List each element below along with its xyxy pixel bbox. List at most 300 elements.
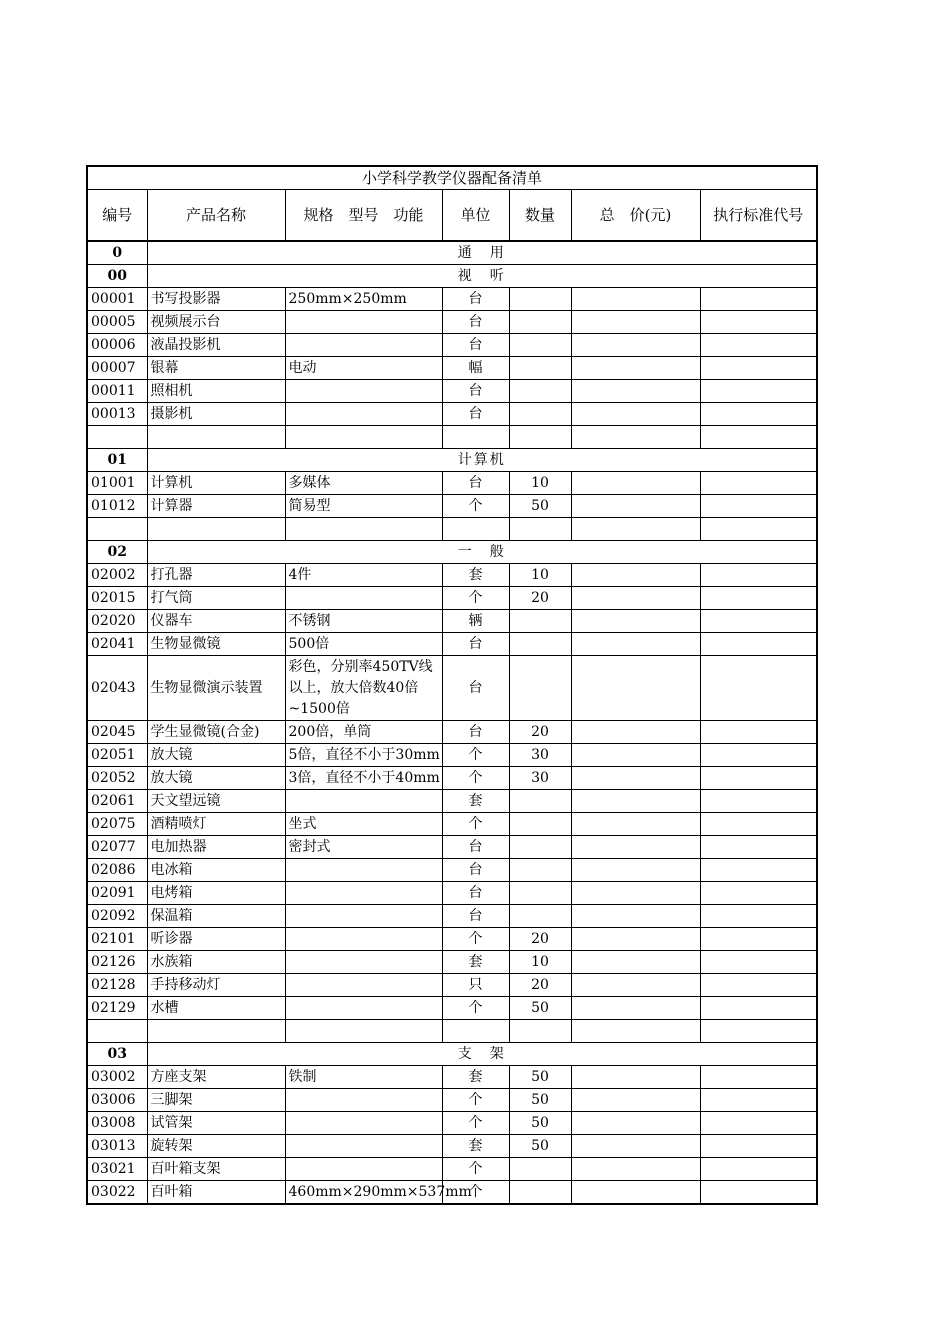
item-standard (700, 951, 817, 974)
item-code: 01012 (87, 495, 147, 518)
item-code: 00011 (87, 380, 147, 403)
section-name: 一 般 (147, 541, 817, 564)
item-price (571, 905, 700, 928)
item-spec: 密封式 (285, 836, 442, 859)
item-qty: 50 (509, 1089, 571, 1112)
item-standard (700, 905, 817, 928)
table-row (87, 633, 817, 656)
item-price (571, 610, 700, 633)
item-unit: 个 (442, 1112, 509, 1135)
item-standard (700, 1181, 817, 1205)
section-row (87, 241, 817, 265)
item-qty (509, 1158, 571, 1181)
header-name: 产品名称 (147, 190, 285, 242)
blank-row (87, 518, 817, 541)
item-code: 02092 (87, 905, 147, 928)
item-spec: 彩色，分别率450TV线以上，放大倍数40倍~1500倍 (285, 656, 442, 721)
item-qty (509, 633, 571, 656)
item-unit: 套 (442, 951, 509, 974)
item-unit: 台 (442, 882, 509, 905)
item-unit: 个 (442, 1158, 509, 1181)
section-row (87, 541, 817, 564)
item-standard (700, 928, 817, 951)
item-qty: 50 (509, 1135, 571, 1158)
table-row (87, 311, 817, 334)
item-spec: 460mm×290mm×537mm (285, 1181, 442, 1205)
item-qty: 10 (509, 951, 571, 974)
item-unit: 个 (442, 744, 509, 767)
table-row (87, 790, 817, 813)
item-qty (509, 790, 571, 813)
item-qty: 30 (509, 767, 571, 790)
item-unit: 台 (442, 633, 509, 656)
item-code: 02128 (87, 974, 147, 997)
item-standard (700, 813, 817, 836)
item-spec: 简易型 (285, 495, 442, 518)
item-standard (700, 1158, 817, 1181)
item-standard (700, 587, 817, 610)
item-qty: 10 (509, 564, 571, 587)
item-unit: 台 (442, 656, 509, 721)
item-unit: 台 (442, 403, 509, 426)
item-code: 02091 (87, 882, 147, 905)
item-price (571, 1135, 700, 1158)
item-qty (509, 836, 571, 859)
item-qty: 50 (509, 1066, 571, 1089)
item-spec: 电动 (285, 357, 442, 380)
blank-cell (147, 1020, 285, 1043)
table-row (87, 1181, 817, 1205)
section-name: 视 听 (147, 265, 817, 288)
item-standard (700, 997, 817, 1020)
item-qty (509, 380, 571, 403)
table-row (87, 334, 817, 357)
item-code: 03006 (87, 1089, 147, 1112)
item-name: 方座支架 (147, 1066, 285, 1089)
item-standard (700, 1135, 817, 1158)
item-spec: 3倍，直径不小于40mm (285, 767, 442, 790)
item-price (571, 564, 700, 587)
item-name: 生物显微镜 (147, 633, 285, 656)
item-qty (509, 334, 571, 357)
item-price (571, 1112, 700, 1135)
blank-cell (285, 1020, 442, 1043)
table-row (87, 836, 817, 859)
sheet-title: 小学科学教学仪器配备清单 (87, 166, 817, 190)
blank-cell (87, 518, 147, 541)
item-name: 电烤箱 (147, 882, 285, 905)
item-qty (509, 610, 571, 633)
table-row (87, 357, 817, 380)
table-row (87, 495, 817, 518)
blank-cell (571, 1020, 700, 1043)
item-qty (509, 311, 571, 334)
table-row (87, 882, 817, 905)
section-row (87, 1043, 817, 1066)
item-spec (285, 997, 442, 1020)
item-standard (700, 1112, 817, 1135)
item-unit: 个 (442, 587, 509, 610)
item-price (571, 790, 700, 813)
item-price (571, 403, 700, 426)
item-code: 03013 (87, 1135, 147, 1158)
section-name: 通 用 (147, 241, 817, 265)
item-spec (285, 905, 442, 928)
item-standard (700, 790, 817, 813)
item-standard (700, 311, 817, 334)
item-spec (285, 1158, 442, 1181)
item-price (571, 721, 700, 744)
item-name: 计算机 (147, 472, 285, 495)
item-unit: 台 (442, 721, 509, 744)
item-qty (509, 813, 571, 836)
blank-cell (571, 518, 700, 541)
item-standard (700, 403, 817, 426)
item-price (571, 311, 700, 334)
item-price (571, 357, 700, 380)
item-spec: 500倍 (285, 633, 442, 656)
item-spec (285, 1112, 442, 1135)
item-spec (285, 859, 442, 882)
item-code: 02077 (87, 836, 147, 859)
item-qty (509, 859, 571, 882)
table-row (87, 1066, 817, 1089)
item-price (571, 882, 700, 905)
item-code: 03002 (87, 1066, 147, 1089)
item-price (571, 656, 700, 721)
item-code: 03021 (87, 1158, 147, 1181)
blank-cell (571, 426, 700, 449)
item-code: 03008 (87, 1112, 147, 1135)
item-code: 02020 (87, 610, 147, 633)
item-standard (700, 380, 817, 403)
item-spec (285, 882, 442, 905)
item-unit: 台 (442, 472, 509, 495)
item-spec (285, 587, 442, 610)
section-code: 00 (87, 265, 147, 288)
item-standard (700, 1089, 817, 1112)
item-spec: 4件 (285, 564, 442, 587)
item-spec: 250mm×250mm (285, 288, 442, 311)
table-row (87, 472, 817, 495)
item-spec (285, 311, 442, 334)
item-price (571, 859, 700, 882)
table-row (87, 403, 817, 426)
item-name: 电冰箱 (147, 859, 285, 882)
section-name: 计算机 (147, 449, 817, 472)
item-unit: 台 (442, 334, 509, 357)
item-spec (285, 380, 442, 403)
item-code: 02126 (87, 951, 147, 974)
table-body (87, 241, 817, 1204)
blank-cell (700, 426, 817, 449)
section-code: 02 (87, 541, 147, 564)
item-name: 水族箱 (147, 951, 285, 974)
blank-cell (147, 426, 285, 449)
item-unit: 个 (442, 813, 509, 836)
header-price: 总 价(元) (571, 190, 700, 242)
table-row (87, 1112, 817, 1135)
item-qty (509, 288, 571, 311)
item-qty: 10 (509, 472, 571, 495)
item-price (571, 1181, 700, 1205)
item-code: 00013 (87, 403, 147, 426)
item-name: 放大镜 (147, 744, 285, 767)
item-spec: 不锈钢 (285, 610, 442, 633)
item-code: 02041 (87, 633, 147, 656)
item-spec (285, 334, 442, 357)
item-qty: 30 (509, 744, 571, 767)
table-row (87, 767, 817, 790)
item-unit: 只 (442, 974, 509, 997)
item-unit: 台 (442, 905, 509, 928)
item-code: 02051 (87, 744, 147, 767)
item-qty: 20 (509, 587, 571, 610)
item-code: 02061 (87, 790, 147, 813)
table-row (87, 1158, 817, 1181)
item-name: 百叶箱 (147, 1181, 285, 1205)
item-spec (285, 1135, 442, 1158)
item-price (571, 1066, 700, 1089)
equipment-list-table (86, 165, 818, 1205)
item-qty: 20 (509, 721, 571, 744)
item-unit: 台 (442, 311, 509, 334)
item-code: 02129 (87, 997, 147, 1020)
blank-cell (700, 518, 817, 541)
table-row (87, 610, 817, 633)
blank-cell (700, 1020, 817, 1043)
section-name: 支 架 (147, 1043, 817, 1066)
item-unit: 个 (442, 1089, 509, 1112)
item-price (571, 587, 700, 610)
item-price (571, 1089, 700, 1112)
item-unit: 台 (442, 859, 509, 882)
item-name: 液晶投影机 (147, 334, 285, 357)
item-unit: 台 (442, 380, 509, 403)
item-price (571, 472, 700, 495)
item-spec: 坐式 (285, 813, 442, 836)
blank-cell (509, 426, 571, 449)
section-code: 01 (87, 449, 147, 472)
section-code: 03 (87, 1043, 147, 1066)
header-qty: 数量 (509, 190, 571, 242)
item-name: 打孔器 (147, 564, 285, 587)
item-unit: 套 (442, 790, 509, 813)
item-price (571, 928, 700, 951)
blank-cell (509, 1020, 571, 1043)
item-code: 00006 (87, 334, 147, 357)
item-name: 旋转架 (147, 1135, 285, 1158)
item-price (571, 380, 700, 403)
table-row (87, 288, 817, 311)
item-unit: 个 (442, 495, 509, 518)
item-price (571, 633, 700, 656)
blank-cell (442, 426, 509, 449)
item-name: 仪器车 (147, 610, 285, 633)
item-name: 听诊器 (147, 928, 285, 951)
item-unit: 个 (442, 928, 509, 951)
item-standard (700, 974, 817, 997)
item-unit: 套 (442, 564, 509, 587)
item-name: 水槽 (147, 997, 285, 1020)
item-price (571, 767, 700, 790)
item-unit: 个 (442, 1181, 509, 1205)
item-name: 保温箱 (147, 905, 285, 928)
item-standard (700, 610, 817, 633)
item-standard (700, 744, 817, 767)
item-standard (700, 472, 817, 495)
item-qty (509, 656, 571, 721)
item-standard (700, 882, 817, 905)
item-unit: 辆 (442, 610, 509, 633)
item-name: 打气筒 (147, 587, 285, 610)
item-price (571, 1158, 700, 1181)
item-name: 照相机 (147, 380, 285, 403)
item-name: 三脚架 (147, 1089, 285, 1112)
item-spec (285, 1089, 442, 1112)
header-standard: 执行标准代号 (700, 190, 817, 242)
item-price (571, 836, 700, 859)
item-code: 02015 (87, 587, 147, 610)
item-price (571, 951, 700, 974)
item-name: 放大镜 (147, 767, 285, 790)
section-row (87, 265, 817, 288)
item-name: 手持移动灯 (147, 974, 285, 997)
table-row (87, 1135, 817, 1158)
item-price (571, 288, 700, 311)
item-unit: 套 (442, 1135, 509, 1158)
table-row (87, 974, 817, 997)
item-code: 00007 (87, 357, 147, 380)
item-price (571, 495, 700, 518)
item-unit: 幅 (442, 357, 509, 380)
item-name: 天文望远镜 (147, 790, 285, 813)
item-spec (285, 928, 442, 951)
item-standard (700, 1066, 817, 1089)
header-code: 编号 (87, 190, 147, 242)
item-price (571, 974, 700, 997)
item-code: 01001 (87, 472, 147, 495)
item-qty (509, 905, 571, 928)
blank-cell (285, 426, 442, 449)
section-code: 0 (87, 241, 147, 265)
item-standard (700, 656, 817, 721)
item-standard (700, 495, 817, 518)
item-code: 00005 (87, 311, 147, 334)
item-spec (285, 951, 442, 974)
item-qty (509, 882, 571, 905)
item-qty (509, 1181, 571, 1205)
item-name: 生物显微演示装置 (147, 656, 285, 721)
item-price (571, 997, 700, 1020)
table-row (87, 997, 817, 1020)
blank-cell (285, 518, 442, 541)
item-qty: 50 (509, 1112, 571, 1135)
item-name: 百叶箱支架 (147, 1158, 285, 1181)
item-code: 02043 (87, 656, 147, 721)
item-spec (285, 974, 442, 997)
item-name: 计算器 (147, 495, 285, 518)
blank-cell (87, 1020, 147, 1043)
table-row (87, 905, 817, 928)
item-name: 视频展示台 (147, 311, 285, 334)
section-row (87, 449, 817, 472)
item-spec: 多媒体 (285, 472, 442, 495)
item-qty (509, 403, 571, 426)
table-row (87, 951, 817, 974)
blank-cell (442, 1020, 509, 1043)
item-code: 02086 (87, 859, 147, 882)
item-spec: 铁制 (285, 1066, 442, 1089)
item-code: 03022 (87, 1181, 147, 1205)
item-name: 学生显微镜(合金) (147, 721, 285, 744)
item-unit: 台 (442, 288, 509, 311)
item-price (571, 334, 700, 357)
table-row (87, 721, 817, 744)
item-standard (700, 633, 817, 656)
item-standard (700, 334, 817, 357)
item-qty: 20 (509, 974, 571, 997)
blank-row (87, 1020, 817, 1043)
item-unit: 套 (442, 1066, 509, 1089)
item-name: 书写投影器 (147, 288, 285, 311)
item-qty: 50 (509, 495, 571, 518)
item-price (571, 813, 700, 836)
item-code: 02075 (87, 813, 147, 836)
item-unit: 台 (442, 836, 509, 859)
item-price (571, 744, 700, 767)
item-standard (700, 288, 817, 311)
table-row (87, 380, 817, 403)
item-unit: 个 (442, 767, 509, 790)
item-standard (700, 836, 817, 859)
item-standard (700, 767, 817, 790)
table-row (87, 587, 817, 610)
item-spec: 5倍，直径不小于30mm (285, 744, 442, 767)
item-code: 02101 (87, 928, 147, 951)
table-row (87, 1089, 817, 1112)
table-row (87, 564, 817, 587)
blank-row (87, 426, 817, 449)
item-standard (700, 859, 817, 882)
item-qty: 20 (509, 928, 571, 951)
item-code: 02002 (87, 564, 147, 587)
item-spec: 200倍，单筒 (285, 721, 442, 744)
blank-cell (442, 518, 509, 541)
blank-cell (147, 518, 285, 541)
item-name: 试管架 (147, 1112, 285, 1135)
item-standard (700, 721, 817, 744)
item-qty (509, 357, 571, 380)
item-code: 00001 (87, 288, 147, 311)
blank-cell (87, 426, 147, 449)
item-name: 电加热器 (147, 836, 285, 859)
item-standard (700, 564, 817, 587)
item-spec (285, 790, 442, 813)
blank-cell (509, 518, 571, 541)
item-name: 摄影机 (147, 403, 285, 426)
item-spec (285, 403, 442, 426)
item-name: 酒精喷灯 (147, 813, 285, 836)
header-spec: 规格 型号 功能 (285, 190, 442, 242)
item-unit: 个 (442, 997, 509, 1020)
table-row (87, 859, 817, 882)
item-standard (700, 357, 817, 380)
table-row (87, 744, 817, 767)
item-code: 02045 (87, 721, 147, 744)
table-row (87, 656, 817, 721)
table-row (87, 813, 817, 836)
